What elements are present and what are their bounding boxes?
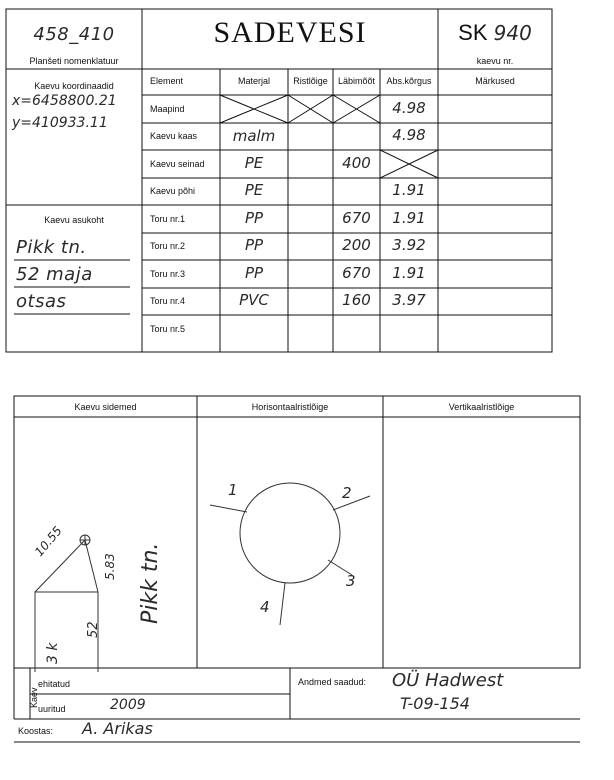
col-header-diameter: Läbimõõt xyxy=(337,76,376,86)
footer-side-label: Kaev xyxy=(29,687,39,708)
col-header-material: Materjal xyxy=(237,76,270,86)
row-element: Kaevu kaas xyxy=(150,131,198,141)
row-material: PVC xyxy=(239,291,269,309)
row-element: Maapind xyxy=(150,104,185,114)
coord-x-value: x=6458800.21 xyxy=(12,93,117,109)
row-element: Toru nr.1 xyxy=(150,214,186,224)
data-ref-value: T-09-154 xyxy=(400,694,470,713)
well-number xyxy=(438,20,552,46)
sketch-floors: 3 k xyxy=(45,642,61,664)
sheet-nomenclature-label: Planšeti nomenklatuur xyxy=(29,56,119,66)
vertical-section-label: Vertikaalristlõige xyxy=(448,402,515,412)
author-label: Koostas: xyxy=(18,726,54,736)
pipe-label-3: 3 xyxy=(346,572,356,590)
well-prefix: SK xyxy=(458,20,488,45)
built-label: ehitatud xyxy=(38,679,71,689)
row-material: malm xyxy=(232,127,276,145)
location-line-1: Pikk tn. xyxy=(16,237,87,258)
row-material: PP xyxy=(244,264,264,282)
row-material: PE xyxy=(244,181,264,199)
pipe-label-1: 1 xyxy=(228,481,238,499)
sketch-distance-1: 10.55 xyxy=(32,523,65,559)
row-material: PE xyxy=(244,154,264,172)
surveyed-label: uuritud xyxy=(38,704,66,714)
location-label: Kaevu asukoht xyxy=(44,215,104,225)
row-element: Toru nr.5 xyxy=(150,324,186,334)
location-line-2: 52 maja xyxy=(16,264,93,285)
row-element: Toru nr.4 xyxy=(150,296,186,306)
col-header-abs-height: Abs.kõrgus xyxy=(386,76,432,86)
page-title: SADEVESI xyxy=(213,16,367,49)
row-diameter: 670 xyxy=(342,264,371,282)
location-line-3: otsas xyxy=(16,291,67,312)
sketch-house-number: 52 xyxy=(86,621,101,638)
row-height: 3.97 xyxy=(392,291,426,309)
horizontal-section-drawing xyxy=(210,483,370,625)
row-height: 3.92 xyxy=(392,236,426,254)
row-element: Toru nr.2 xyxy=(150,241,186,251)
row-height: 1.91 xyxy=(392,264,426,282)
row-height: 4.98 xyxy=(392,126,426,144)
sketch-street-name: Pikk tn. xyxy=(138,542,163,624)
col-header-notes: Märkused xyxy=(475,76,515,86)
data-source-value: OÜ Hadwest xyxy=(392,670,504,691)
row-height: 1.91 xyxy=(392,209,426,227)
pipe-label-4: 4 xyxy=(260,598,270,616)
row-material: PP xyxy=(244,236,264,254)
row-diameter: 400 xyxy=(342,154,371,172)
sketch-distance-2: 5.83 xyxy=(103,553,117,580)
connections-label: Kaevu sidemed xyxy=(74,402,137,412)
row-height: 1.91 xyxy=(392,181,426,199)
row-diameter: 670 xyxy=(342,209,371,227)
data-source-label: Andmed saadud: xyxy=(298,677,367,687)
row-material: PP xyxy=(244,209,264,227)
row-diameter: 160 xyxy=(342,291,371,309)
horizontal-section-label: Horisontaalristlõige xyxy=(251,402,329,412)
well-number-label: kaevu nr. xyxy=(476,56,514,66)
row-element: Toru nr.3 xyxy=(150,269,186,279)
col-header-element: Element xyxy=(150,76,184,86)
row-element: Kaevu põhi xyxy=(150,186,196,196)
sheet-number-value: 458_410 xyxy=(33,24,115,45)
col-header-cross-section: Ristlõige xyxy=(293,76,328,86)
author-value: A. Arikas xyxy=(82,719,153,738)
coord-y-value: y=410933.11 xyxy=(12,115,108,131)
coords-label: Kaevu koordinaadid xyxy=(34,81,114,91)
row-height: 4.98 xyxy=(392,99,426,117)
pipe-label-2: 2 xyxy=(342,484,352,502)
row-element: Kaevu seinad xyxy=(150,159,205,169)
row-diameter: 200 xyxy=(342,236,371,254)
well-number-value: 940 xyxy=(493,21,532,45)
surveyed-year-value: 2009 xyxy=(110,697,146,713)
